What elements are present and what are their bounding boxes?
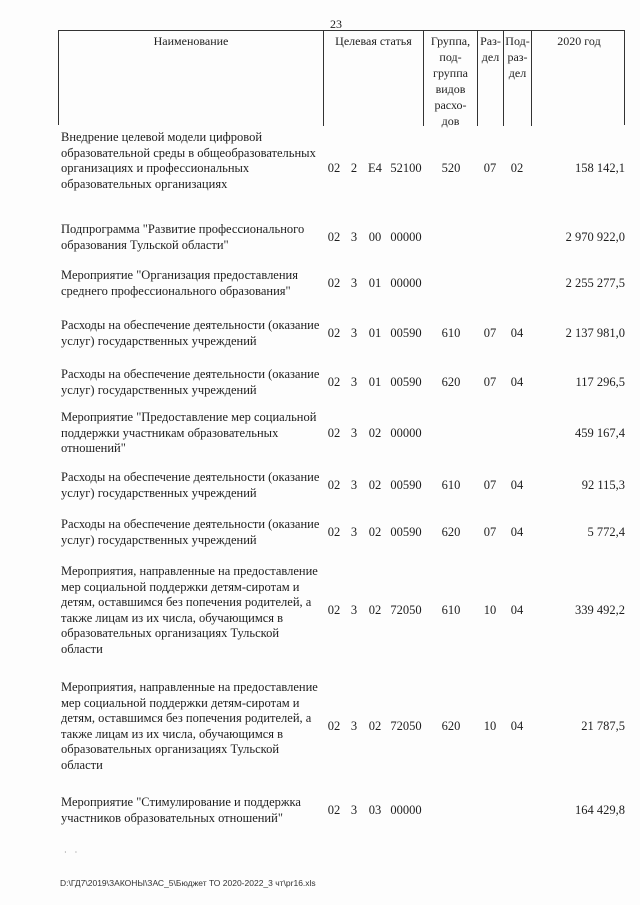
row-target-event: 03 (368, 803, 382, 817)
row-target-program: 02 (327, 478, 341, 492)
row-target-direction: 00590 (390, 375, 422, 389)
table-header (58, 30, 625, 128)
header-subsection: Под-раз-дел (504, 31, 532, 126)
row-target-direction: 52100 (390, 161, 422, 175)
row-amount: 164 429,8 (575, 803, 625, 817)
row-target-direction: 00590 (390, 326, 422, 340)
row-amount: 92 115,3 (581, 478, 625, 492)
row-target-direction: 00590 (390, 478, 422, 492)
row-subsection: 04 (510, 603, 524, 617)
row-name: Расходы на обеспечение деятельности (оказание услуг) государственных учреждений (61, 318, 320, 348)
row-section: 07 (483, 326, 497, 340)
row-name: Мероприятие "Стимулирование и поддержка участников образовательных отношений" (61, 795, 301, 825)
row-name: Внедрение целевой модели цифровой образовательной среды в общеобразовательных организациях и профессиональных образовательных организациях (61, 130, 316, 191)
header-year: 2020 год (557, 34, 601, 48)
table-row (58, 470, 625, 501)
row-target-direction: 00590 (390, 525, 422, 539)
row-target-subprogram: 3 (350, 603, 358, 617)
row-group: 620 (441, 719, 461, 733)
row-target-direction: 00000 (390, 803, 422, 817)
row-group: 620 (441, 375, 461, 389)
row-target-program: 02 (327, 719, 341, 733)
table-row (58, 795, 625, 826)
row-subsection: 04 (510, 525, 524, 539)
table-row (58, 268, 625, 299)
row-amount: 2 137 981,0 (565, 326, 625, 340)
table-row (58, 680, 625, 774)
table-row (58, 130, 625, 208)
row-target-program: 02 (327, 603, 341, 617)
row-subsection: 04 (510, 326, 524, 340)
row-target-event: 02 (368, 719, 382, 733)
row-section: 10 (483, 719, 497, 733)
row-subsection: 04 (510, 375, 524, 389)
row-group: 610 (441, 478, 461, 492)
file-path: D:\ГД7\2019\ЗАКОНЫ\ЗАС_5\Бюджет ТО 2020-2022_3 чт\pr16.xls (60, 878, 316, 888)
row-name: Расходы на обеспечение деятельности (оказание услуг) государственных учреждений (61, 470, 320, 500)
row-target-program: 02 (327, 276, 341, 290)
row-target-subprogram: 3 (350, 375, 358, 389)
row-amount: 339 492,2 (575, 603, 625, 617)
row-section: 07 (483, 161, 497, 175)
row-target-event: 00 (368, 230, 382, 244)
row-group: 610 (441, 603, 461, 617)
row-section: 10 (483, 603, 497, 617)
row-target-subprogram: 3 (350, 230, 358, 244)
row-target-event: 01 (368, 375, 382, 389)
row-target-program: 02 (327, 525, 341, 539)
row-name: Расходы на обеспечение деятельности (оказание услуг) государственных учреждений (61, 367, 320, 397)
scan-specks: · · (64, 848, 78, 857)
row-target-direction: 72050 (390, 719, 422, 733)
row-amount: 459 167,4 (575, 426, 625, 440)
row-amount: 5 772,4 (587, 525, 625, 539)
row-target-event: E4 (368, 161, 382, 175)
row-name: Мероприятие "Организация предоставления среднего профессионального образования" (61, 268, 298, 298)
table-row (58, 410, 625, 457)
row-name: Подпрограмма "Развитие профессионального образования Тульской области" (61, 222, 305, 252)
row-target-event: 02 (368, 525, 382, 539)
row-target-direction: 00000 (390, 426, 422, 440)
row-target-subprogram: 3 (350, 719, 358, 733)
row-target-program: 02 (327, 161, 341, 175)
row-target-program: 02 (327, 326, 341, 340)
row-target-subprogram: 2 (350, 161, 358, 175)
row-amount: 21 787,5 (581, 719, 625, 733)
row-target-event: 02 (368, 603, 382, 617)
table-row (58, 367, 625, 398)
row-target-event: 02 (368, 426, 382, 440)
row-target-program: 02 (327, 375, 341, 389)
header-target: Целевая статья (324, 31, 424, 126)
row-target-program: 02 (327, 230, 341, 244)
table-row (58, 564, 625, 658)
row-target-event: 01 (368, 326, 382, 340)
row-section: 07 (483, 525, 497, 539)
row-target-program: 02 (327, 426, 341, 440)
row-amount: 117 296,5 (575, 375, 625, 389)
table-row (58, 517, 625, 548)
row-amount: 2 970 922,0 (565, 230, 625, 244)
row-group: 520 (441, 161, 461, 175)
row-target-subprogram: 3 (350, 478, 358, 492)
header-name: Наименование (59, 31, 324, 126)
row-name: Мероприятия, направленные на предоставление мер социальной поддержки детям-сиротам и детям, оставшимся без попечения родителей, а также лицам из их числа, обучающимся в образовательных организациях Тульской области (61, 680, 318, 772)
header-section: Раз-дел (478, 31, 504, 126)
row-target-subprogram: 3 (350, 326, 358, 340)
row-group: 620 (441, 525, 461, 539)
row-group: 610 (441, 326, 461, 340)
row-target-event: 02 (368, 478, 382, 492)
header-group: Группа, под-группа видов расхо-дов (424, 31, 478, 126)
row-target-program: 02 (327, 803, 341, 817)
row-name: Мероприятие "Предоставление мер социальной поддержки участникам образовательных отношений" (61, 410, 317, 455)
row-subsection: 04 (510, 478, 524, 492)
row-target-subprogram: 3 (350, 803, 358, 817)
row-amount: 2 255 277,5 (565, 276, 625, 290)
row-name: Мероприятия, направленные на предоставление мер социальной поддержки детям-сиротам и детям, оставшимся без попечения родителей, а также лицам из их числа, обучающимся в образовательных организациях Тульской области (61, 564, 318, 656)
row-target-subprogram: 3 (350, 276, 358, 290)
row-target-subprogram: 3 (350, 525, 358, 539)
row-subsection: 02 (510, 161, 524, 175)
row-amount: 158 142,1 (575, 161, 625, 175)
row-section: 07 (483, 375, 497, 389)
page-number: 23 (330, 17, 342, 31)
row-target-direction: 72050 (390, 603, 422, 617)
row-target-direction: 00000 (390, 230, 422, 244)
row-name: Расходы на обеспечение деятельности (оказание услуг) государственных учреждений (61, 517, 320, 547)
table-row (58, 222, 625, 253)
row-target-event: 01 (368, 276, 382, 290)
row-target-direction: 00000 (390, 276, 422, 290)
row-section: 07 (483, 478, 497, 492)
row-target-subprogram: 3 (350, 426, 358, 440)
row-subsection: 04 (510, 719, 524, 733)
table-row (58, 318, 625, 349)
